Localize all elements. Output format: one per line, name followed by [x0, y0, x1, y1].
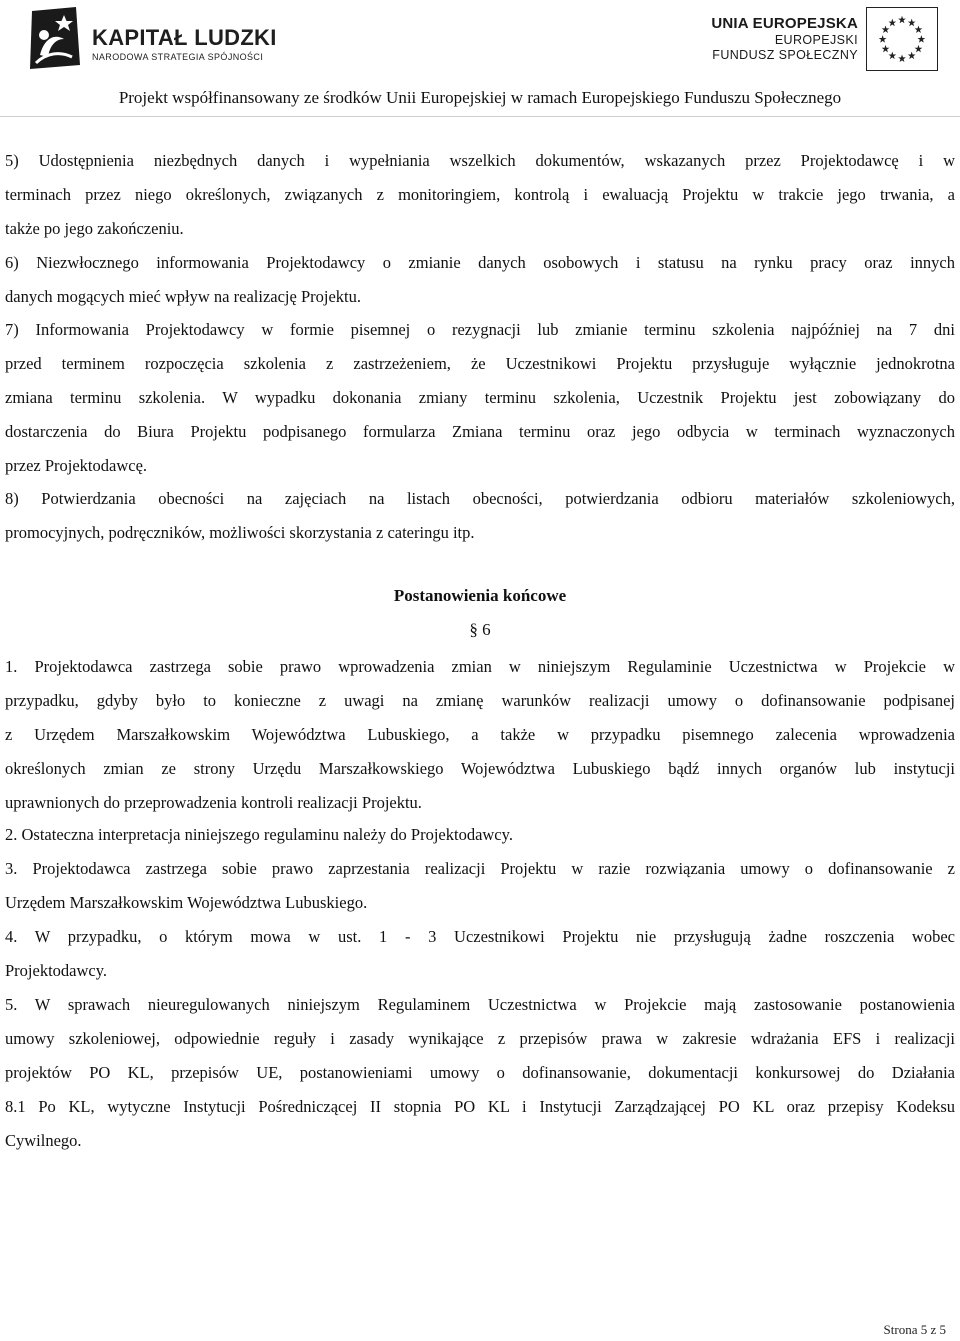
kapital-ludzki-name: KAPITAŁ LUDZKI	[92, 25, 277, 50]
kapital-ludzki-logo	[26, 5, 286, 71]
text-line: danych mogących mieć wpływ na realizację Projektu.	[5, 287, 361, 306]
obligation-item-6	[5, 246, 955, 314]
text-line: przypadku, gdyby było to konieczne z uwagi na zmianę warunków realizacji umowy o dofinansowanie podpisanej	[5, 691, 955, 710]
text-line: 3. Projektodawca zastrzega sobie prawo zaprzestania realizacji Projektu w razie rozwiązania umowy o dofinansowanie z	[5, 859, 955, 878]
header-divider	[0, 116, 960, 117]
final-provision-1	[5, 650, 955, 820]
text-line: uprawnionych do przeprowadzenia kontroli realizacji Projektu.	[5, 793, 422, 812]
final-provision-5	[5, 988, 955, 1158]
eu-logo-line1: UNIA EUROPEJSKA	[711, 15, 858, 32]
text-line: 5. W sprawach nieuregulowanych niniejszym Regulaminem Uczestnictwa w Projekcie mają zastosowanie postanowienia	[5, 995, 955, 1014]
text-line: Cywilnego.	[5, 1131, 82, 1150]
eu-logo-line2: EUROPEJSKI	[774, 33, 858, 47]
text-line: 1. Projektodawca zastrzega sobie prawo wprowadzenia zmian w niniejszym Regulaminie Uczestnictwa w Projekcie w	[5, 657, 955, 676]
text-line: przed terminem rozpoczęcia szkolenia z zastrzeżeniem, że Uczestnikowi Projektu przysługuje wyłącznie jednokrotna	[5, 354, 955, 373]
text-line: z Urzędem Marszałkowskim Województwa Lubuskiego, a także w przypadku pisemnego zalecenia wprowadzenia	[5, 725, 955, 744]
page-number: Strona 5 z 5	[883, 1322, 946, 1337]
text-line: promocyjnych, podręczników, możliwości skorzystania z cateringu itp.	[5, 523, 475, 542]
section-title: Postanowienia końcowe	[393, 586, 567, 605]
final-provision-3	[5, 852, 955, 920]
text-line: Urzędem Marszałkowskim Województwa Lubuskiego.	[5, 893, 368, 912]
text-line: dostarczenia do Biura Projektu podpisanego formularza Zmiana terminu oraz jego odbycia w terminach wyznaczonych	[5, 422, 955, 441]
eu-logo-line3: FUNDUSZ SPOŁECZNY	[712, 48, 858, 62]
text-line: 4. W przypadku, o którym mowa w ust. 1 - 3 Uczestnikowi Projektu nie przysługują żadne roszczenia wobec	[5, 927, 955, 946]
kapital-ludzki-subtitle: NARODOWA STRATEGIA SPÓJNOŚCI	[92, 52, 264, 62]
text-line: określonych zmian ze strony Urzędu Marszałkowskiego Województwa Lubuskiego bądź innych organów lub instytucji	[5, 759, 955, 778]
text-line: terminach przez niego określonych, związanych z monitoringiem, kontrolą i ewaluacją Projektu w trakcie jego trwania, a	[5, 185, 955, 204]
obligation-item-5	[5, 144, 955, 246]
text-line: przez Projektodawcę.	[5, 456, 148, 475]
text-line: 6) Niezwłocznego informowania Projektodawcy o zmianie danych osobowych i statusu na rynku pracy oraz innych	[5, 253, 955, 272]
eu-efs-logo	[680, 5, 940, 71]
text-line: 2. Ostateczna interpretacja niniejszego regulaminu należy do Projektodawcy.	[5, 825, 513, 844]
final-provision-2	[5, 818, 955, 852]
text-line: zmiana terminu szkolenia. W wypadku dokonania zmiany terminu szkolenia, Uczestnik Projektu jest zobowiązany do	[5, 388, 955, 407]
section-paragraph-number: § 6	[469, 620, 491, 639]
page-header	[0, 0, 960, 120]
text-line: umowy szkoleniowej, odpowiednie reguły i zasady wynikające z przepisów prawa w zakresie wdrażania EFS i realizacji	[5, 1029, 955, 1048]
text-line: 5) Udostępnienia niezbędnych danych i wypełniania wszelkich dokumentów, wskazanych przez Projektodawcę i w	[5, 151, 955, 170]
text-line: 7) Informowania Projektodawcy w formie pisemnej o rezygnacji lub zmianie terminu szkolenia najpóźniej na 7 dni	[5, 320, 955, 339]
obligation-item-7	[5, 313, 955, 483]
eu-logo-text	[711, 15, 858, 63]
eu-flag-icon	[866, 7, 938, 71]
final-provision-4	[5, 920, 955, 988]
text-line: 8.1 Po KL, wytyczne Instytucji Pośredniczącej II stopnia PO KL i Instytucji Zarządzającej PO KL oraz przepisy Kodeksu	[5, 1097, 955, 1116]
text-line: 8) Potwierdzania obecności na zajęciach na listach obecności, potwierdzania odbioru materiałów szkoleniowych,	[5, 489, 955, 508]
text-line: także po jego zakończeniu.	[5, 219, 184, 238]
text-line: Projektodawcy.	[5, 961, 108, 980]
cofinancing-note: Projekt współfinansowany ze środków Unii Europejskiej w ramach Europejskiego Funduszu Społecznego	[118, 88, 842, 107]
kapital-ludzki-emblem-icon	[26, 5, 82, 71]
text-line: projektów PO KL, przepisów UE, postanowieniami umowy o dofinansowanie, dokumentacji konkursowej do Działania	[5, 1063, 955, 1082]
obligation-item-8	[5, 482, 955, 550]
